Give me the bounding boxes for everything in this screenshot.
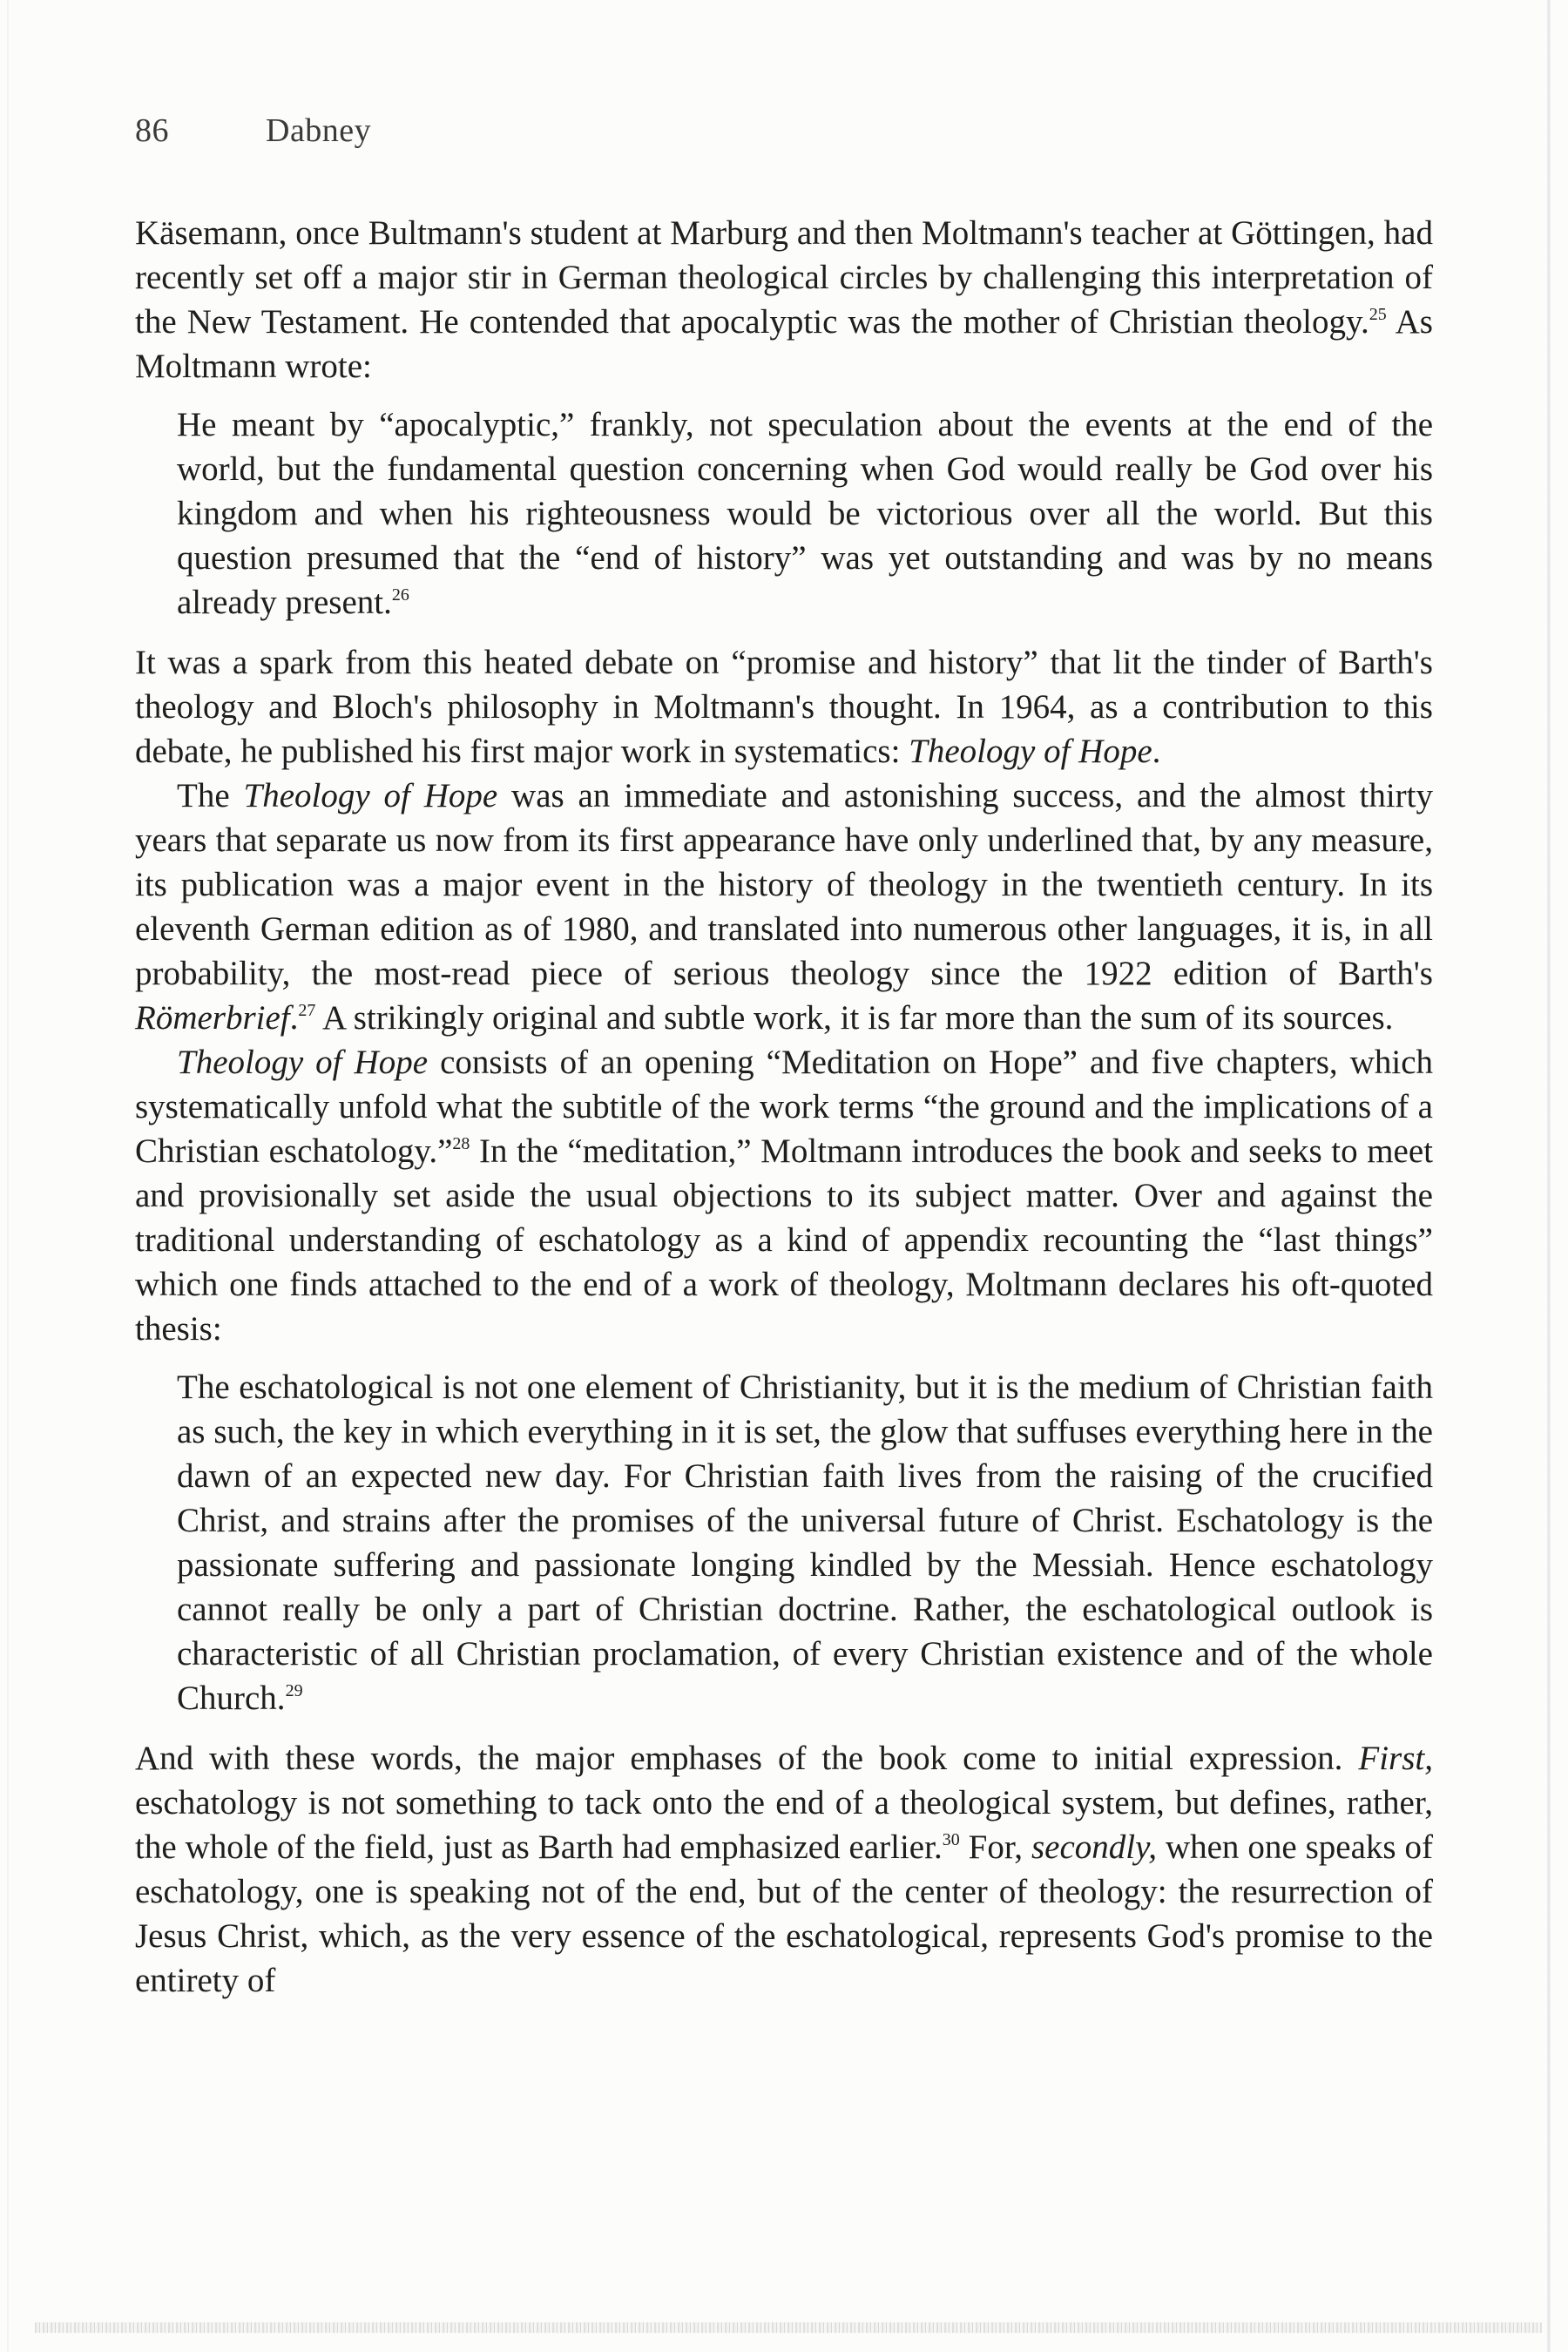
block-quote-2 — [177, 1365, 1433, 1720]
paragraph-5-text: And with these words, the major emphases of the book come to initial expression. — [135, 1740, 1359, 1777]
paragraph-3-text: was an immediate and astonishing success, and the almost thirty years that separate us now from its first appearance have only underlined that, by any measure, its publication was a major event in the history of theology in the twentieth century. In its eleventh German edition as of 1980, and translated into numerous other languages, it is, in all probability, the most-read piece of serious theology since the 1922 edition of Barth's — [135, 777, 1433, 992]
paragraph-5-text-2: eschatology is not something to tack onto the end of a theological system, but defines, rather, the whole of the field, just as Barth had emphasized earlier. — [135, 1784, 1433, 1866]
paragraph-2 — [135, 640, 1433, 774]
footnote-ref-30: 30 — [942, 1830, 960, 1849]
footnote-ref-25: 25 — [1369, 305, 1387, 324]
paragraph-3-text-2: A strikingly original and subtle work, it is far more than the sum of its sources. — [315, 999, 1394, 1037]
emphasis-secondly: secondly, — [1031, 1828, 1158, 1866]
paragraph-3 — [135, 774, 1433, 1040]
scan-bottom-strip — [35, 2322, 1542, 2333]
paragraph-5-text-4: when one speaks of eschatology, one is speaking not of the end, but of the center of theology: the resurrection of Jesus Christ, which, as the very essence of the eschatological, represents God's promise to the entirety of — [135, 1828, 1434, 1999]
block-quote-1-text: He meant by “apocalyptic,” frankly, not speculation about the events at the end of the world, but the fundamental question concerning when God would really be God over his kingdom and when his righteousness would be victorious over all the world. But this question presumed that the “end of history” was yet outstanding and was by no means already present. — [177, 406, 1433, 621]
paragraph-2-tail: . — [1152, 733, 1161, 770]
block-quote-2-text: The eschatological is not one element of Christianity, but it is the medium of Christian faith as such, the key in which everything in it is set, the glow that suffuses everything here in the dawn of an expected new day. For Christian faith lives from the raising of the crucified Christ, and strains after the promises of the universal future of Christ. Eschatology is the passionate suffering and passionate longing kindled by the Messiah. Hence eschatology cannot really be only a part of Christian doctrine. Rather, the eschatological outlook is characteristic of all Christian proclamation, of every Christian existence and of the whole Church. — [177, 1369, 1433, 1717]
paragraph-5 — [135, 1736, 1433, 2003]
paragraph-3-period: . — [289, 999, 299, 1037]
book-title-romerbrief: Römerbrief — [135, 999, 290, 1037]
emphasis-first: First, — [1358, 1740, 1433, 1777]
footnote-ref-26: 26 — [391, 585, 409, 605]
scan-edge-right — [1547, 0, 1551, 2352]
block-quote-1 — [177, 402, 1433, 625]
footnote-ref-27: 27 — [298, 1001, 316, 1020]
paragraph-4-text: consists of an opening “Meditation on Hope” and five chapters, which systematically unfold what the subtitle of the work terms “the ground and the implications of a Christian eschatology.” — [135, 1044, 1433, 1170]
paragraph-1-tail: As Moltmann wrote: — [135, 303, 1433, 385]
footnote-ref-28: 28 — [452, 1134, 470, 1153]
page-number: 86 — [135, 112, 169, 149]
book-title: Theology of Hope — [243, 777, 498, 814]
book-title: Theology of Hope — [909, 733, 1152, 770]
paragraph-2-text: It was a spark from this heated debate on “promise and history” that lit the tinder of Barth's theology and Bloch's philosophy in Moltmann's thought. In 1964, as a contribution to this debate, he published his first major work in systematics: — [135, 644, 1433, 770]
running-head-author: Dabney — [266, 112, 372, 149]
paragraph-1 — [135, 211, 1433, 389]
paragraph-4 — [135, 1040, 1433, 1351]
book-title: Theology of Hope — [177, 1044, 429, 1081]
body-text — [135, 211, 1433, 2003]
scan-edge-left — [7, 0, 9, 2352]
paragraph-5-text-3: For, — [959, 1828, 1031, 1866]
running-head — [135, 112, 371, 150]
footnote-ref-29: 29 — [285, 1681, 303, 1700]
paragraph-3-pre: The — [177, 777, 244, 814]
paragraph-4-text-2: In the “meditation,” Moltmann introduces the book and seeks to meet and provisionally set aside the usual objections to its subject matter. Over and against the traditional understanding of eschatology as a kind of appendix recounting the “last things” which one finds attached to the end of a work of theology, Moltmann declares his oft-quoted thesis: — [135, 1132, 1433, 1348]
paragraph-1-text: Käsemann, once Bultmann's student at Marburg and then Moltmann's teacher at Göttingen, had recently set off a major stir in German theological circles by challenging this interpretation of the New Testament. He contended that apocalyptic was the mother of Christian theology. — [135, 214, 1433, 341]
